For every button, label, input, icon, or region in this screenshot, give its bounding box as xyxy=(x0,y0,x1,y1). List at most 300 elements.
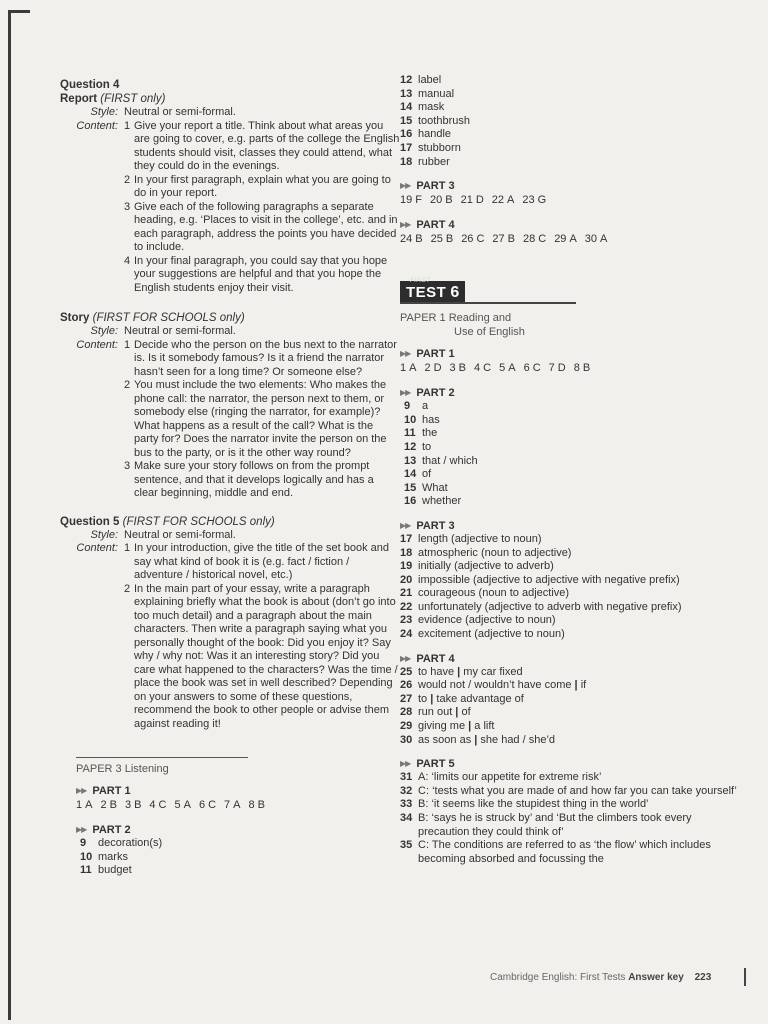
item-part-b: my car fixed xyxy=(463,665,523,678)
paper-1-part-1-answers xyxy=(400,361,745,376)
separator: | xyxy=(571,679,581,692)
answer-item xyxy=(522,193,546,208)
answer-number: 26 xyxy=(461,233,474,246)
item-part-a: giving me xyxy=(418,720,466,733)
answer-letter: B xyxy=(134,799,142,811)
style-value: Neutral or semi-formal. xyxy=(124,325,236,337)
item-number: 16 xyxy=(404,495,417,508)
item-part-a: to have xyxy=(418,665,455,678)
style-label: Style: xyxy=(90,106,118,118)
item-number: 23 xyxy=(400,614,413,627)
answer-item xyxy=(474,361,491,376)
separator: | xyxy=(427,692,437,705)
test-number: 6 xyxy=(450,284,460,302)
list-item xyxy=(80,864,400,878)
answer-item xyxy=(499,361,515,376)
item-text xyxy=(418,798,745,812)
answer-number: 3 xyxy=(449,362,456,375)
list-item xyxy=(400,693,745,707)
item-text: unfortunately (adjective to adverb with negative prefix) xyxy=(418,600,682,613)
list-item xyxy=(400,142,745,156)
item-quote: ‘it seems like the stupidest thing in the world’ xyxy=(431,798,649,811)
arrow-icon: ▶▶ xyxy=(76,786,87,795)
story-items: 2 You must include the two elements: Who makes the phone call: the narrator, the person next to them, or somebody else (ringing the narrator, for example)? What happens as a result of the call? What is the party for? Does the narrator invite the person on the bus to the party, or is it the other way round? 3 Make sure your story follows on from the prompt sentence, and that it develops logically and has a clear beginning, middle and end. xyxy=(124,379,400,501)
answer-letter: C xyxy=(532,362,541,375)
list-item xyxy=(400,128,745,142)
item-part-b: of xyxy=(461,706,471,719)
list-item xyxy=(404,482,745,496)
item-number: 14 xyxy=(400,101,413,114)
list-item xyxy=(400,533,745,547)
style-value: Neutral or semi-formal. xyxy=(124,528,236,541)
answer-number: 7 xyxy=(224,799,231,811)
list-item xyxy=(400,812,745,839)
item-number: 17 xyxy=(400,141,413,154)
item-number: 14 xyxy=(404,468,417,481)
answer-item xyxy=(524,361,541,376)
answer-letter: B xyxy=(415,233,423,246)
item-part-a: run out xyxy=(418,706,453,719)
answer-letter: A xyxy=(183,799,191,811)
list-item xyxy=(404,414,745,428)
first-label: FIRST xyxy=(410,277,431,285)
right-column xyxy=(400,74,745,866)
answer-item xyxy=(149,798,166,813)
answer-letter: A xyxy=(600,233,608,246)
q4-item-4: In your final paragraph, you could say that you hope your suggestions are helpful and that you hope the English students enjoy their visit. xyxy=(134,254,388,294)
corner-mark xyxy=(8,10,30,13)
answer-number: 20 xyxy=(429,194,443,207)
answer-number: 22 xyxy=(491,194,505,207)
item-text: excitement (adjective to noun) xyxy=(418,628,565,641)
paper-1-title: PAPER 1 Reading and Use of English xyxy=(400,312,525,339)
q5-items: 2 In the main part of your essay, write a paragraph explaining briefly what the book is about (don’t go into too much detail) and a paragraph about the main characters. Then write a paragraph saying what you personally thought of the book: Did you enjoy it? Say why / why not: Was it an interesting story? Did you care what happened to the characters? Was the time / place the book was set in well described? Depending on your answers to some of these questions, recommend the book to other people or advise them against reading it! xyxy=(124,583,400,732)
item-number: 13 xyxy=(400,87,413,100)
answer-item xyxy=(125,798,141,813)
paper-1-part-5-heading: ▶▶ PART 5 xyxy=(400,758,455,771)
story-title: Story xyxy=(60,312,90,324)
arrow-icon: ▶▶ xyxy=(400,759,411,769)
list-item xyxy=(400,115,745,129)
item-quote: ‘tests what you are made of and how far you can take yourself’ xyxy=(432,784,737,797)
item-number: 15 xyxy=(404,481,417,494)
item-text: label xyxy=(418,74,442,86)
item-number: 35 xyxy=(400,839,413,852)
item-quote: ‘says he is struck by’ and ‘But the climbers took every precaution they could think of’ xyxy=(418,812,692,838)
paper-1-part-3-list xyxy=(400,533,745,642)
item-number: 20 xyxy=(400,573,413,586)
answer-letter: C xyxy=(476,233,485,246)
item-text: to xyxy=(422,440,432,453)
list-item xyxy=(400,628,745,642)
answer-number: 23 xyxy=(522,194,535,207)
item-number: 27 xyxy=(400,692,413,705)
item-number: 12 xyxy=(404,440,417,453)
answer-item xyxy=(400,193,422,208)
item-number: 10 xyxy=(80,850,93,863)
question-4-title: Question 4 xyxy=(60,79,120,91)
story-item-1: Decide who the person on the bus next to the narrator is. Is it somebody famous? Is it a friend the narrator hasn’t seen for a long time? Or someone else? xyxy=(134,338,397,378)
answer-number: 5 xyxy=(174,799,181,811)
list-item xyxy=(400,547,745,561)
item-part-b: a lift xyxy=(474,720,495,733)
part-3-heading: ▶▶ PART 3 xyxy=(400,180,455,193)
item-number: 13 xyxy=(404,454,417,467)
item-number: 31 xyxy=(400,771,413,784)
part-4-answers xyxy=(400,232,745,247)
answer-item xyxy=(574,361,590,376)
answer-item xyxy=(523,232,546,247)
story-content-row: Content: 1 Decide who the person on the bus next to the narrator is. Is it somebody famous? Is it a friend the narrator hasn’t seen for a long time? Or someone else? xyxy=(60,339,400,380)
answer-item xyxy=(224,798,240,813)
item-text: rubber xyxy=(418,155,450,168)
list-item xyxy=(404,441,745,455)
answer-number: 29 xyxy=(554,233,567,246)
answer-item xyxy=(400,232,423,247)
q4-item-1: Give your report a title. Think about what areas you are going to cover, e.g. parts of the college the English students should visit, classes they could attend, what they could do in the evenings. xyxy=(134,119,400,172)
item-number: 19 xyxy=(400,560,413,573)
list-item xyxy=(80,851,400,865)
paper-3-part-2-heading: ▶▶ PART 2 xyxy=(76,824,131,836)
separator: | xyxy=(465,720,475,733)
item-part-a: as soon as xyxy=(418,733,472,746)
story-item-2: You must include the two elements: Who makes the phone call: the narrator, the person next to them, or somebody else (ringing the narrator, for example)? What happens as a result of the call? What is the party for? Does the narrator invite the person on the bus to the party, or is it the other way round? xyxy=(134,379,387,459)
content-label: Content: xyxy=(76,119,118,132)
item-text: length (adjective to noun) xyxy=(418,532,542,545)
paper-1-part-4-heading: ▶▶ PART 4 xyxy=(400,652,455,665)
answer-number: 4 xyxy=(149,799,156,811)
question-4-section xyxy=(60,78,400,295)
test-word: TEST xyxy=(406,284,447,302)
list-item xyxy=(404,468,745,482)
item-text: manual xyxy=(418,87,455,100)
answer-item xyxy=(461,232,484,247)
item-text: whether xyxy=(422,495,462,508)
item-text xyxy=(418,839,745,866)
item-number: 29 xyxy=(400,720,413,733)
paper-1-part-3-heading: ▶▶ PART 3 xyxy=(400,519,455,532)
item-number: 32 xyxy=(400,784,413,797)
answer-letter: D xyxy=(475,194,484,207)
report-label: Report xyxy=(60,93,98,105)
list-item xyxy=(400,734,745,748)
item-number: 16 xyxy=(400,128,413,141)
answer-letter: A xyxy=(569,233,577,246)
item-text: the xyxy=(422,427,438,440)
item-number: 22 xyxy=(400,600,413,613)
arrow-icon: ▶▶ xyxy=(400,388,411,398)
item-text: courageous (noun to adjective) xyxy=(418,587,570,600)
list-item xyxy=(400,679,745,693)
item-text xyxy=(418,771,745,785)
item-text: decoration(s) xyxy=(98,837,163,849)
answer-number: 4 xyxy=(474,362,481,375)
answer-letter: A xyxy=(233,799,241,811)
item-number: 10 xyxy=(404,413,417,426)
answer-item xyxy=(450,361,466,376)
item-text: a xyxy=(422,400,429,413)
answer-letter: B xyxy=(257,799,265,811)
answer-number: 2 xyxy=(424,362,431,375)
answer-item xyxy=(174,798,190,813)
footer-bar xyxy=(744,968,746,986)
separator: | xyxy=(454,665,464,678)
item-option: A: xyxy=(418,771,432,784)
list-item xyxy=(400,560,745,574)
list-item xyxy=(400,771,745,785)
arrow-icon: ▶▶ xyxy=(400,220,411,230)
answer-number: 28 xyxy=(522,233,536,246)
report-note: (FIRST only) xyxy=(100,93,166,105)
q4-style-row xyxy=(60,106,400,120)
item-option: B: xyxy=(418,812,432,824)
item-text xyxy=(418,812,745,839)
answer-item xyxy=(431,232,454,247)
item-number: 18 xyxy=(400,155,413,168)
answer-item xyxy=(400,361,416,376)
test-rule xyxy=(400,302,576,304)
q5-item-1: In your introduction, give the title of the set book and say what kind of book it is (e.g. fact / fiction / adventure / historical novel, etc.) xyxy=(134,542,389,581)
answer-letter: D xyxy=(557,362,566,375)
paper-3-part-1-answers xyxy=(76,798,400,813)
item-option: C: xyxy=(418,784,433,797)
answer-letter: A xyxy=(409,362,417,375)
answer-letter: F xyxy=(415,194,422,207)
arrow-icon: ▶▶ xyxy=(400,181,411,191)
answer-number: 7 xyxy=(548,362,555,375)
item-number: 28 xyxy=(400,706,413,719)
list-item xyxy=(400,614,745,628)
paper-1-part-2-list xyxy=(404,400,745,509)
list-item xyxy=(80,837,400,851)
answer-letter: B xyxy=(507,233,515,246)
list-item xyxy=(400,839,745,866)
continued-answers-list xyxy=(400,74,745,169)
arrow-icon: ▶▶ xyxy=(400,349,411,359)
q4-items: 2 In your first paragraph, explain what you are going to do in your report. 3 Give each of the following paragraphs a separate heading, e.g. ‘Places to visit in the college’, etc. and in each paragraph, address the points you have decided to include. 4 In your final paragraph, you could say that you hope your suggestions are helpful and that you hope the English students enjoy their visit. xyxy=(124,174,400,296)
question-4-subtitle xyxy=(60,92,400,106)
item-number: 25 xyxy=(400,665,413,678)
style-value: Neutral or semi-formal. xyxy=(124,106,236,118)
item-quote: The conditions are referred to as ‘the flow’ which includes becoming absorbed and focussing the xyxy=(418,839,711,865)
list-item xyxy=(400,88,745,102)
answer-item xyxy=(585,232,608,247)
answer-number: 8 xyxy=(248,799,255,811)
item-part-b: take advantage of xyxy=(436,692,524,705)
item-number: 15 xyxy=(400,114,413,127)
answer-letter: B xyxy=(458,362,467,375)
item-text xyxy=(418,666,745,680)
item-text: has xyxy=(422,413,440,426)
item-text: initially (adjective to adverb) xyxy=(418,560,554,573)
answer-number: 27 xyxy=(492,233,505,246)
footer-book-title: Cambridge English: First Tests xyxy=(490,972,626,983)
answer-letter: A xyxy=(507,194,515,207)
item-text xyxy=(418,679,745,693)
answer-letter: B xyxy=(109,799,117,811)
item-text: marks xyxy=(98,850,128,863)
page-edge xyxy=(8,10,11,1020)
paper-1-part-1-heading: ▶▶ PART 1 xyxy=(400,348,455,361)
answer-number: 5 xyxy=(499,362,506,375)
paper-3-rule xyxy=(76,757,248,758)
item-option: B: xyxy=(418,798,432,811)
question-5-title: Question 5 xyxy=(60,515,120,528)
answer-letter: B xyxy=(445,233,454,246)
item-text xyxy=(418,785,745,799)
q5-item-2: In the main part of your essay, write a paragraph explaining briefly what the book is about (don’t go into too much detail) and a paragraph about the main characters. Then write a paragraph saying what you personally thought of the book: Did you enjoy it? Say why / why not: Was it an interesting story? Did you care what happened to the characters? Was the time / place the book was set in well described? Depending on your answers to some of these questions, recommend the book to other people or advise them against reading it! xyxy=(134,582,398,730)
story-section xyxy=(60,311,400,501)
story-style-row xyxy=(60,325,400,339)
item-number: 18 xyxy=(400,546,413,559)
answer-number: 1 xyxy=(76,799,83,811)
answer-number: 19 xyxy=(400,194,413,207)
story-title-row xyxy=(60,311,400,325)
answer-number: 6 xyxy=(198,799,206,811)
content-label: Content: xyxy=(76,542,118,554)
item-number: 26 xyxy=(400,679,413,692)
list-item xyxy=(400,101,745,115)
style-label: Style: xyxy=(90,325,118,337)
answer-item xyxy=(492,193,515,208)
page-number: 223 xyxy=(694,972,712,983)
answer-number: 24 xyxy=(400,233,413,246)
item-number: 9 xyxy=(80,837,87,849)
list-item xyxy=(400,587,745,601)
list-item xyxy=(400,156,745,170)
paper-3-title: PAPER 3 Listening xyxy=(76,763,169,775)
item-text: What xyxy=(422,481,448,494)
item-number: 34 xyxy=(400,812,413,824)
list-item xyxy=(404,400,745,414)
item-part-b: if xyxy=(580,679,587,692)
item-text xyxy=(418,693,745,707)
answer-number: 30 xyxy=(584,233,598,246)
answer-letter: C xyxy=(208,799,217,811)
item-quote: ‘limits our appetite for extreme risk’ xyxy=(431,771,602,784)
item-number: 11 xyxy=(404,427,416,440)
answer-item xyxy=(76,798,92,813)
paper-1-part-5-list xyxy=(400,771,745,866)
answer-number: 3 xyxy=(124,799,132,811)
item-text: that / which xyxy=(422,454,478,467)
item-number: 30 xyxy=(400,733,413,746)
answer-number: 25 xyxy=(430,233,443,246)
story-note: (FIRST FOR SCHOOLS only) xyxy=(92,312,245,324)
answer-letter: B xyxy=(582,362,591,375)
answer-number: 2 xyxy=(100,799,107,811)
list-item xyxy=(400,798,745,812)
item-option: C: xyxy=(418,839,432,852)
list-item xyxy=(400,706,745,720)
q5-style-row xyxy=(60,529,400,543)
list-item xyxy=(400,785,745,799)
answer-letter: D xyxy=(433,362,442,375)
paper-3-part-2-list xyxy=(80,837,400,878)
answer-item xyxy=(554,232,577,247)
item-number: 11 xyxy=(80,864,92,877)
story-item-3: Make sure your story follows on from the prompt sentence, and that it develops logically and has a clear beginning, middle and end. xyxy=(134,460,374,499)
list-item xyxy=(400,601,745,615)
answer-letter: A xyxy=(508,362,516,375)
test-6-banner xyxy=(400,279,576,303)
item-text: mask xyxy=(418,101,445,114)
list-item xyxy=(400,574,745,588)
item-text: evidence (adjective to noun) xyxy=(418,614,556,627)
arrow-icon: ▶▶ xyxy=(400,653,411,663)
content-label: Content: xyxy=(76,338,118,351)
item-number: 17 xyxy=(400,532,413,545)
item-number: 12 xyxy=(400,74,413,86)
page-footer xyxy=(490,972,711,983)
question-5-section xyxy=(60,515,400,732)
item-text xyxy=(418,720,745,734)
answer-letter: C xyxy=(483,362,492,375)
q4-content-row: Content: 1 Give your report a title. Think about what areas you are going to cover, e.g. parts of the college the English students should visit, classes they could attend, what they could do in the evenings. xyxy=(60,120,400,174)
part-3-answers xyxy=(400,193,745,208)
answer-letter: G xyxy=(537,194,547,207)
list-item xyxy=(400,666,745,680)
separator: | xyxy=(452,706,462,719)
test-label-box xyxy=(400,277,465,303)
item-text: of xyxy=(422,468,432,481)
paper-1-part-2-heading: ▶▶ PART 2 xyxy=(400,387,455,400)
item-text xyxy=(418,734,745,748)
item-number: 21 xyxy=(400,587,413,600)
item-part-b: she had / she’d xyxy=(480,733,556,746)
answer-item xyxy=(100,798,116,813)
answer-letter: C xyxy=(158,799,167,811)
q5-note: (FIRST FOR SCHOOLS only) xyxy=(122,515,275,528)
q5-content-row: Content: 1 In your introduction, give the title of the set book and say what kind of book it is (e.g. fact / fiction / adventure / historical novel, etc.) xyxy=(60,542,400,583)
item-part-a: to xyxy=(418,692,428,705)
item-text: budget xyxy=(98,864,132,877)
answer-letter: B xyxy=(445,194,453,207)
separator: | xyxy=(471,733,481,746)
style-label: Style: xyxy=(90,528,118,541)
arrow-icon: ▶▶ xyxy=(76,825,87,834)
part-4-heading: ▶▶ PART 4 xyxy=(400,219,455,232)
answer-number: 6 xyxy=(523,362,530,375)
answer-item xyxy=(549,361,566,376)
arrow-icon: ▶▶ xyxy=(400,520,411,530)
list-item xyxy=(400,74,745,88)
left-column xyxy=(60,78,400,878)
item-part-a: would not / wouldn’t have come xyxy=(418,679,572,692)
item-text xyxy=(418,706,745,720)
list-item xyxy=(404,495,745,509)
answer-item xyxy=(249,798,265,813)
list-item xyxy=(404,455,745,469)
answer-letter: A xyxy=(85,799,93,811)
footer-answer-key: Answer key xyxy=(628,972,684,983)
answer-number: 8 xyxy=(573,362,580,375)
answer-letter: C xyxy=(538,233,547,246)
answer-item xyxy=(461,193,484,208)
answer-item xyxy=(424,361,441,376)
item-number: 33 xyxy=(400,798,413,811)
list-item xyxy=(400,720,745,734)
item-text: stubborn xyxy=(418,141,461,154)
paper-1-part-4-list xyxy=(400,666,745,748)
answer-item xyxy=(199,798,216,813)
item-text: handle xyxy=(418,128,452,141)
item-number: 9 xyxy=(404,400,411,413)
item-text: impossible (adjective to adjective with negative prefix) xyxy=(418,573,680,586)
list-item xyxy=(404,427,745,441)
answer-item xyxy=(430,193,453,208)
q5-title-row xyxy=(60,515,400,529)
